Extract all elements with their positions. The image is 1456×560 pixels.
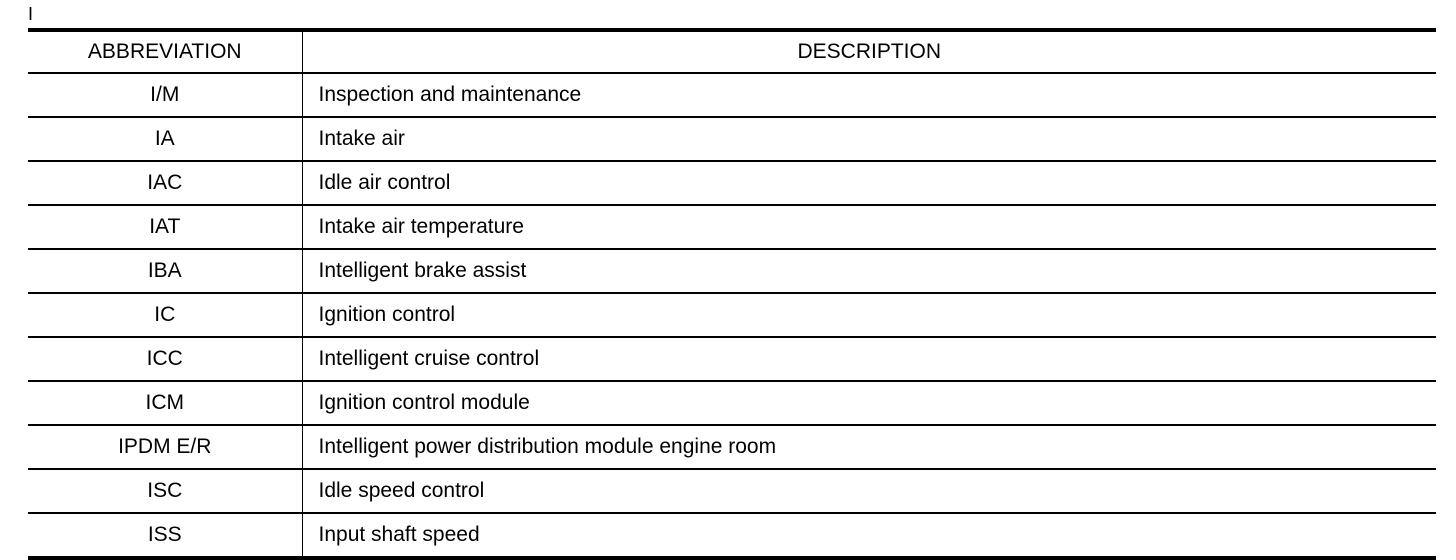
- table-row: [28, 73, 1436, 117]
- table-row: [28, 381, 1436, 425]
- abbreviation-cell: IA: [28, 117, 302, 161]
- description-cell: Intelligent cruise control: [302, 337, 1436, 381]
- table-row: [28, 513, 1436, 558]
- table-row: [28, 161, 1436, 205]
- description-cell: Intake air: [302, 117, 1436, 161]
- description-cell: Idle air control: [302, 161, 1436, 205]
- table-row: [28, 249, 1436, 293]
- abbreviation-cell: I/M: [28, 73, 302, 117]
- header-abbreviation: ABBREVIATION: [28, 30, 302, 73]
- section-letter: I: [28, 4, 34, 24]
- abbreviation-cell: IPDM E/R: [28, 425, 302, 469]
- description-cell: Intelligent brake assist: [302, 249, 1436, 293]
- abbreviation-cell: ISS: [28, 513, 302, 558]
- description-cell: Input shaft speed: [318, 523, 480, 546]
- abbreviation-cell: IC: [28, 293, 302, 337]
- abbreviation-cell: ICM: [28, 381, 302, 425]
- table-header-row: [28, 30, 1436, 73]
- table-row: [28, 337, 1436, 381]
- table-row: [28, 469, 1436, 513]
- description-cell: Ignition control: [302, 293, 1436, 337]
- header-description: DESCRIPTION: [302, 30, 1436, 73]
- abbreviation-cell: IAT: [28, 205, 302, 249]
- description-cell: Idle speed control: [302, 469, 1436, 513]
- description-cell: Intelligent power distribution module engine room: [302, 425, 1436, 469]
- description-cell: Inspection and maintenance: [302, 73, 1436, 117]
- description-cell: Intake air temperature: [302, 205, 1436, 249]
- abbreviation-cell: IAC: [28, 161, 302, 205]
- abbreviation-table: [28, 28, 1436, 560]
- table-row: [28, 117, 1436, 161]
- abbreviation-cell: IBA: [28, 249, 302, 293]
- abbreviation-cell: ISC: [28, 469, 302, 513]
- table-row: [28, 205, 1436, 249]
- table-row: [28, 425, 1436, 469]
- table-row: [28, 293, 1436, 337]
- description-cell: Ignition control module: [302, 381, 1436, 425]
- abbreviation-cell: ICC: [28, 337, 302, 381]
